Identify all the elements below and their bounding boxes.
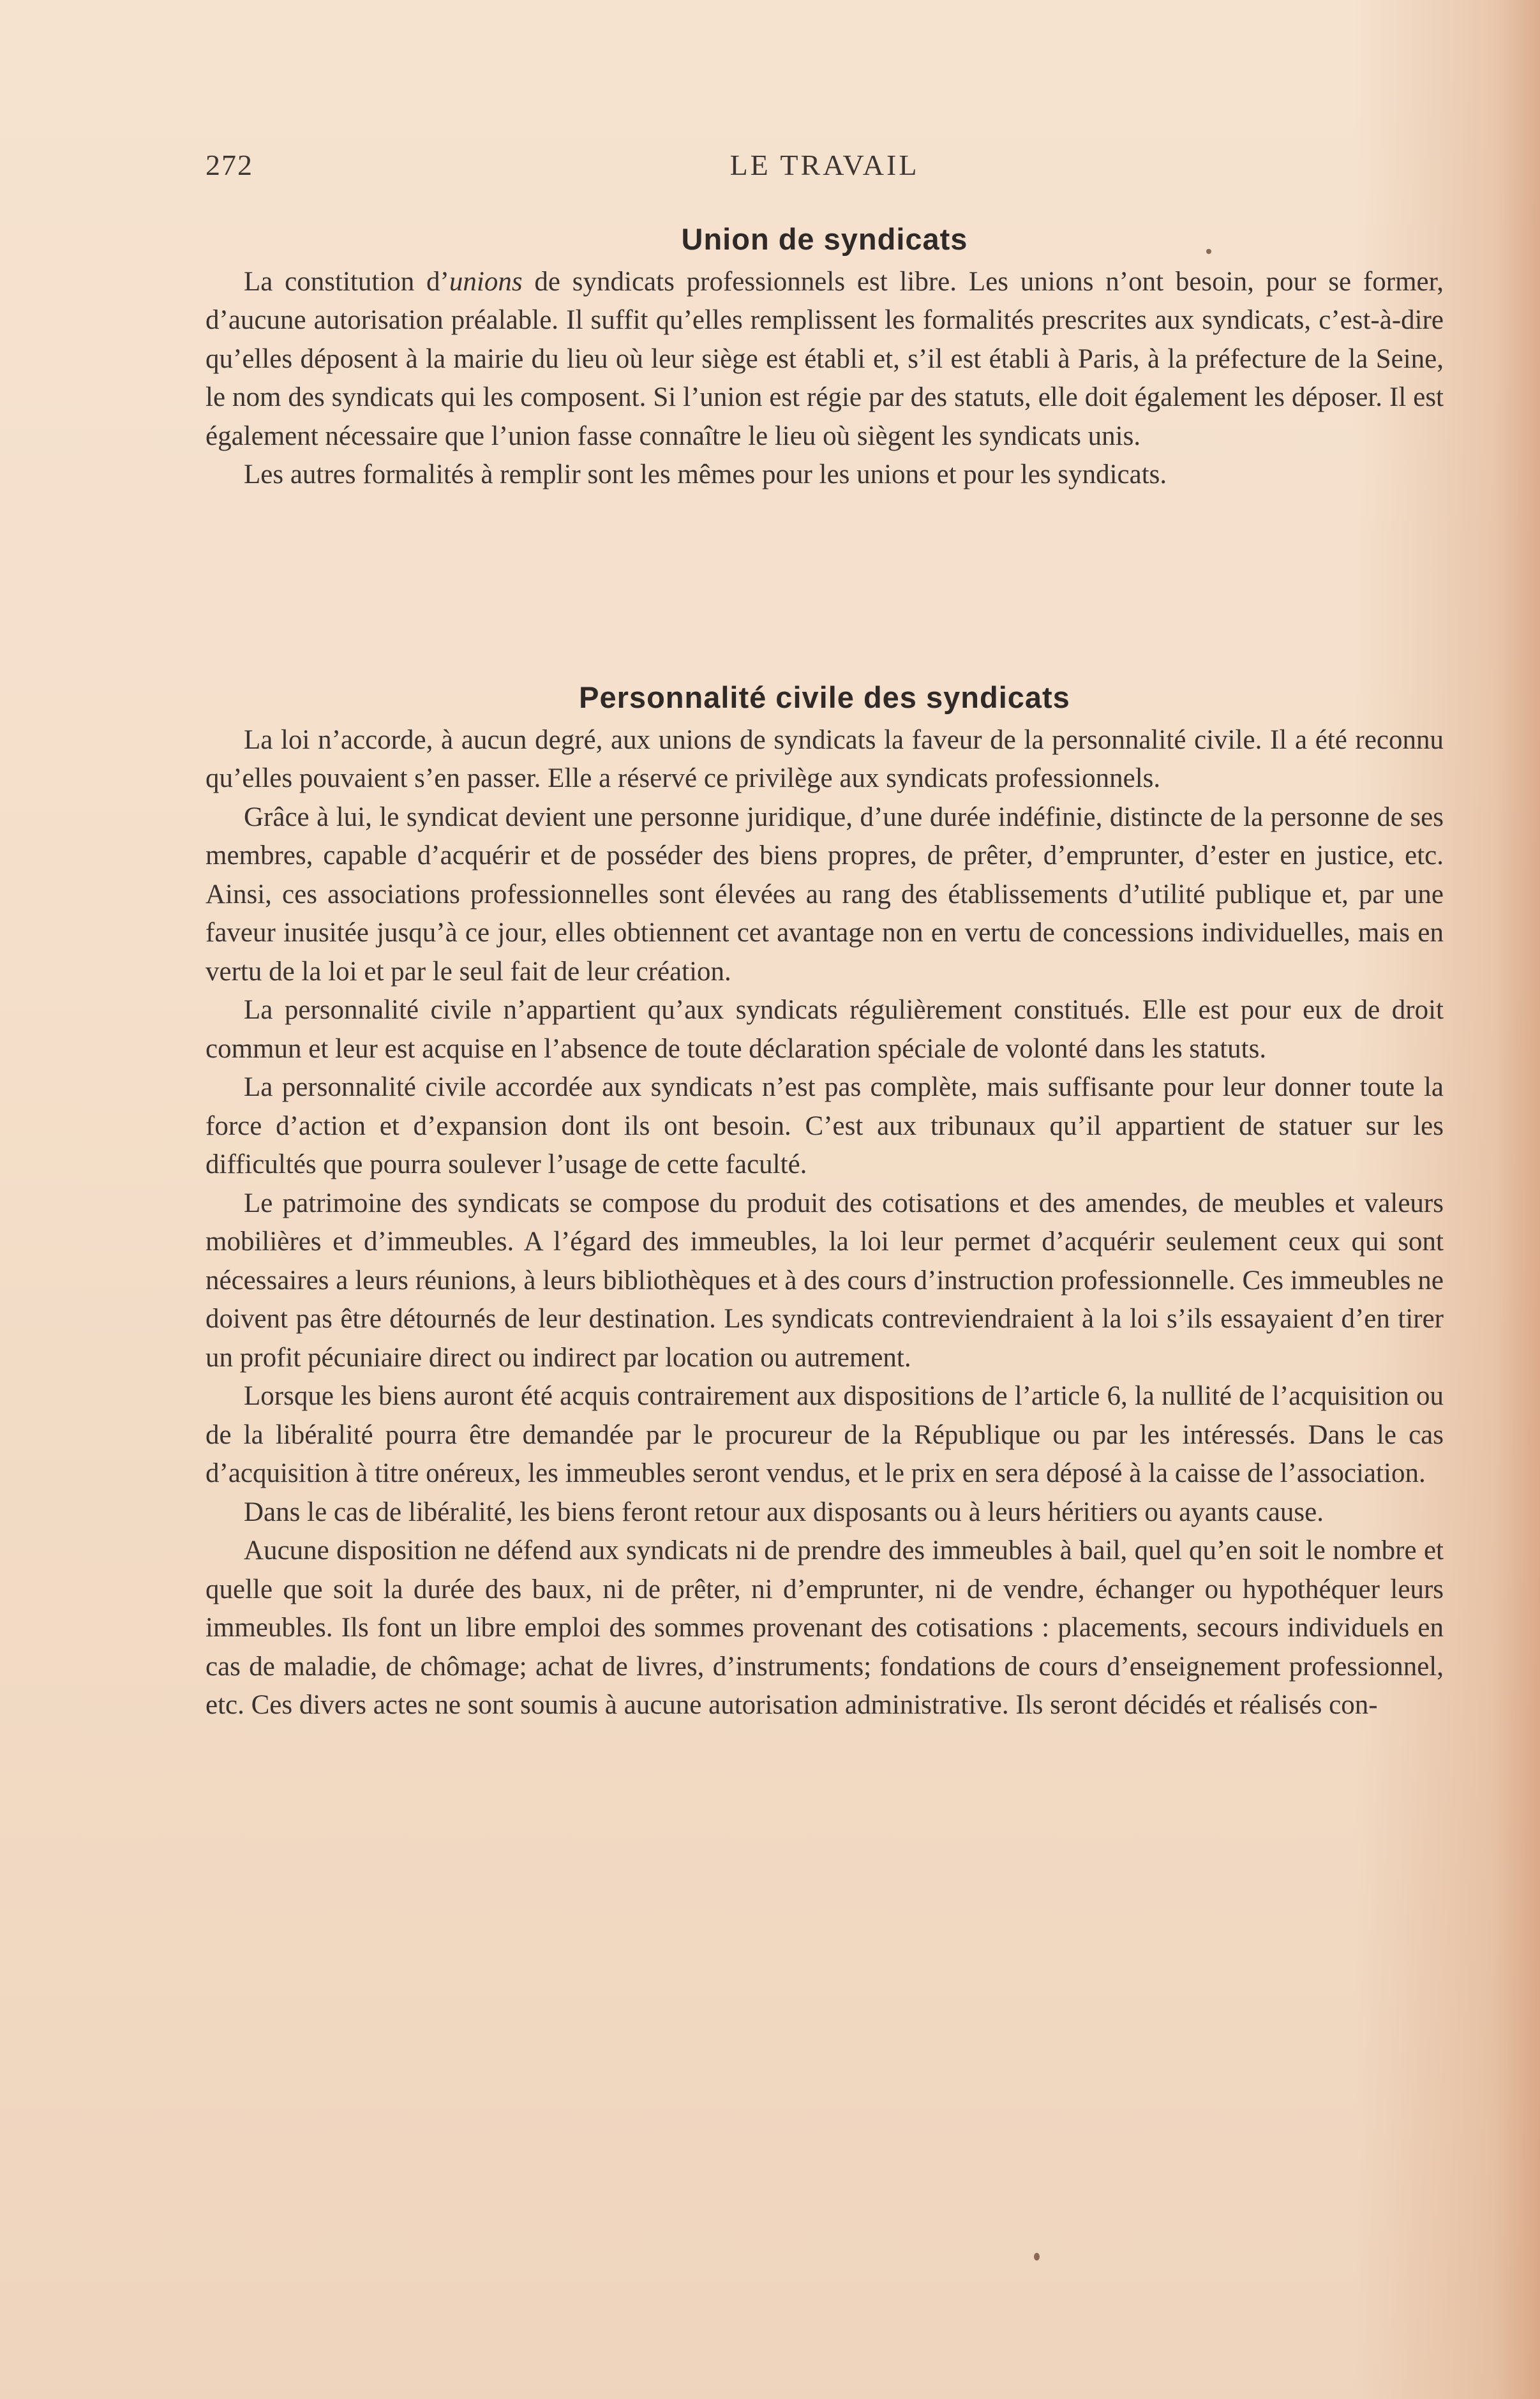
- section-personnalite-civile: [206, 678, 1444, 1725]
- page-number: 272: [206, 149, 253, 181]
- running-title: LE TRAVAIL: [729, 149, 920, 181]
- section-heading: Personnalité civile des syndicats: [579, 680, 1070, 714]
- paragraph: [206, 263, 1444, 456]
- paper-speck: [1206, 249, 1211, 254]
- paragraph: Les autres formalités à remplir sont les mêmes pour les unions et pour les syndicats.: [244, 460, 1167, 490]
- paragraph: La personnalité civile n’appartient qu’aux syndicats régulièrement constitués. Elle est pour eux de droit commun et leur est acquise en l’absence de toute déclaration spéciale de volonté dans les statuts.: [206, 995, 1444, 1064]
- paragraph: La loi n’accorde, à aucun degré, aux unions de syndicats la faveur de la personnalité civile. Il a été reconnu qu’elles pouvaient s’en passer. Elle a réservé ce privilège aux syndicats professionnels.: [206, 724, 1444, 793]
- paragraph: Grâce à lui, le syndicat devient une personne juridique, d’une durée indéfinie, distincte de la personne de ses membres, capable d’acquérir et de posséder des biens propres, de prêter, d’emprunter, d’ester en justice, etc. Ainsi, ces associations professionnelles sont élevées au rang des établissements d’utilité publique et, par une faveur inusitée jusqu’à ce jour, elles obtiennent cet avantage non en vertu de concessions individuelles, mais en vertu de la loi et par le seul fait de leur création.: [206, 802, 1444, 987]
- paragraph: Dans le cas de libéralité, les biens feront retour aux disposants ou à leurs héritiers ou ayants cause.: [244, 1497, 1324, 1527]
- page-header: [206, 148, 1444, 186]
- paragraph-text: La constitution d’: [244, 266, 449, 297]
- section-heading: Union de syndicats: [681, 222, 968, 256]
- section-union-de-syndicats: [206, 220, 1444, 495]
- italic-term: unions: [449, 266, 523, 297]
- paragraph: La personnalité civile accordée aux syndicats n’est pas complète, mais suffisante pour leur donner toute la force d’action et d’expansion dont ils ont besoin. C’est aux tribunaux qu’il appartient de statuer sur les difficultés que pourra soulever l’usage de cette faculté.: [206, 1072, 1444, 1179]
- paper-speck: [1034, 2253, 1040, 2261]
- paragraph: Le patrimoine des syndicats se compose du produit des cotisations et des amendes, de meubles et valeurs mobilières et d’immeubles. A l’égard des immeubles, la loi leur permet d’acquérir seulement ceux qui sont nécessaires a leurs réunions, à leurs bibliothèques et à des cours d’instruction professionnelle. Ces immeubles ne doivent pas être détournés de leur destination. Les syndicats contreviendraient à la loi s’ils essayaient d’en tirer un profit pécuniaire direct ou indirect par location ou autrement.: [206, 1188, 1444, 1373]
- paragraph: Aucune disposition ne défend aux syndicats ni de prendre des immeubles à bail, quel qu’en soit le nombre et quelle que soit la durée des baux, ni de prêter, ni d’emprunter, ni de vendre, échanger ou hypothéquer leurs immeubles. Ils font un libre emploi des sommes provenant des cotisations : placements, secours individuels en cas de maladie, de chômage; achat de livres, d’instruments; fondations de cours d’enseignement professionnel, etc. Ces divers actes ne sont soumis à aucune autorisation administrative. Ils seront décidés et réalisés con-: [206, 1536, 1444, 1720]
- paragraph: Lorsque les biens auront été acquis contrairement aux dispositions de l’article 6, la nullité de l’acquisition ou de la libéralité pourra être demandée par le procureur de la République ou par les intéressés. Dans le cas d’acquisition à titre onéreux, les immeubles seront vendus, et le prix en sera déposé à la caisse de l’association.: [206, 1381, 1444, 1488]
- paragraph-text: de syndicats professionnels est libre. Les unions n’ont besoin, pour se former, d’aucune autorisation préalable. Il suffit qu’elles remplissent les formalités prescrites aux syndicats, c’est-à-dire qu’elles déposent à la mairie du lieu où leur siège est établi et, s’il est établi à Paris, à la préfecture de la Seine, le nom des syndicats qui les composent. Si l’union est régie par des statuts, elle doit également les déposer. Il est également nécessaire que l’union fasse connaître le lieu où siègent les syndicats unis.: [206, 266, 1444, 451]
